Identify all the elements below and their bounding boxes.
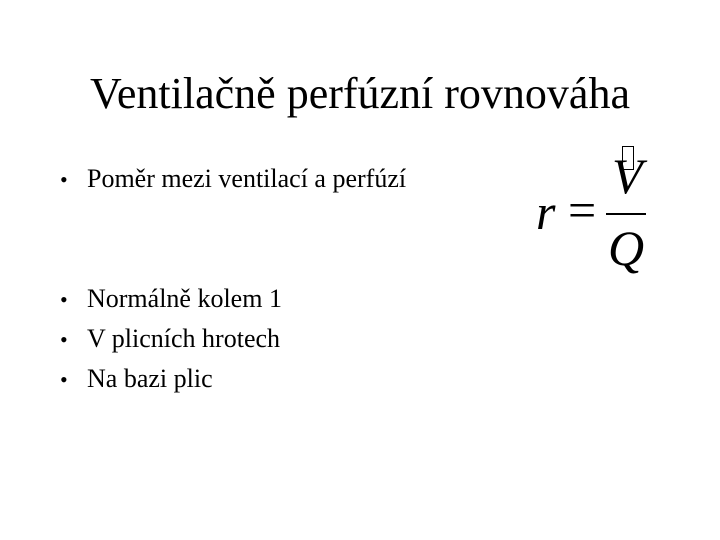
bullet-dot: • [60, 327, 68, 352]
formula-numerator: V [612, 148, 643, 204]
ratio-formula [520, 140, 660, 280]
formula-denominator: Q [608, 220, 645, 276]
formula-operator: = [568, 182, 597, 238]
bullet-text: Na bazi plic [87, 364, 213, 393]
bullet-item [60, 363, 213, 396]
fraction-bar [606, 213, 646, 215]
bullet-text: Poměr mezi ventilací a perfúzí [87, 164, 407, 193]
bullet-text: V plicních hrotech [87, 324, 281, 353]
slide-title: Ventilačně perfúzní rovnováha [90, 69, 630, 118]
bullet-dot: • [60, 167, 68, 192]
bullet-item [60, 163, 406, 196]
bullet-text: Normálně kolem 1 [87, 284, 282, 313]
bullet-dot: • [60, 287, 68, 312]
formula-lhs: r [536, 184, 556, 240]
bullet-item [60, 283, 282, 316]
missing-glyph-icon [622, 146, 634, 170]
bullet-dot: • [60, 367, 68, 392]
bullet-item [60, 323, 280, 356]
